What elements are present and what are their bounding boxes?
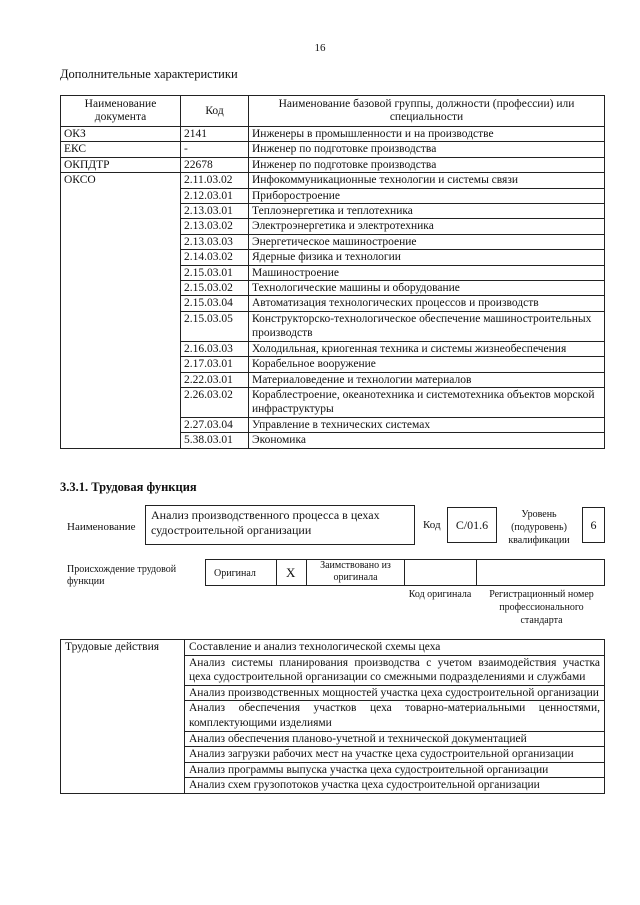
cell-name: Ядерные физика и технологии	[249, 250, 605, 265]
cell-code: 2.26.03.02	[181, 387, 249, 417]
cell-code: 22678	[181, 157, 249, 172]
origin-label: Происхождение трудовой функции	[67, 564, 177, 587]
cell-name: Холодильная, криогенная техника и системы жизнеобеспечения	[249, 341, 605, 356]
cell-name: Теплоэнергетика и теплотехника	[249, 204, 605, 219]
cell-code: 2.14.03.02	[181, 250, 249, 265]
cell-name: Машиностроение	[249, 265, 605, 280]
origin-divider-4	[476, 559, 477, 586]
cell-name: Инфокоммуникационные технологии и системы связи	[249, 173, 605, 188]
header-code: Код	[181, 96, 249, 127]
cell-doc: ЕКС	[61, 142, 181, 157]
cell-name: Электроэнергетика и электротехника	[249, 219, 605, 234]
extra-characteristics-table	[60, 95, 605, 449]
labor-action-item: Анализ программы выпуска участка цеха судостроительной организации	[185, 762, 605, 778]
original-mark: X	[286, 565, 296, 580]
cell-code: 2141	[181, 127, 249, 142]
function-name-box	[145, 505, 415, 545]
labor-action-item: Составление и анализ технологической схемы цеха	[185, 640, 605, 656]
cell-name: Материаловедение и технологии материалов	[249, 372, 605, 387]
labor-action-item: Анализ загрузки рабочих мест на участке цеха судостроительной организации	[185, 747, 605, 763]
labor-action-item: Анализ обеспечения участков цеха товарно-материальными ценностями, комплектующими изделиями	[185, 701, 605, 731]
cell-code: 2.15.03.04	[181, 296, 249, 311]
cell-doc: ОКСО	[61, 173, 181, 448]
cell-doc: ОКЗ	[61, 127, 181, 142]
level-value: 6	[590, 517, 597, 532]
labor-action-item: Анализ системы планирования производства с учетом взаимодействия участка цеха судостроительной организации со смежными подразделениями и службами	[185, 655, 605, 685]
borrowed-label: Заимствовано из оригинала	[320, 560, 391, 583]
cell-code: 2.12.03.01	[181, 188, 249, 203]
table-row	[61, 127, 605, 142]
header-name: Наименование базовой группы, должности (профессии) или специальности	[249, 96, 605, 127]
level-value-box	[582, 507, 605, 543]
cell-code: 2.22.03.01	[181, 372, 249, 387]
cell-code: 2.27.03.04	[181, 417, 249, 432]
cell-name: Автоматизация технологических процессов и производств	[249, 296, 605, 311]
labor-actions-body	[61, 640, 605, 794]
cell-code: -	[181, 142, 249, 157]
cell-doc: ОКПДТР	[61, 157, 181, 172]
labor-action-item: Анализ схем грузопотоков участка цеха судостроительной организации	[185, 778, 605, 794]
labor-action-item: Анализ обеспечения планово-учетной и технической документацией	[185, 731, 605, 747]
cell-code: 2.16.03.03	[181, 341, 249, 356]
name-label: Наименование	[67, 521, 136, 533]
cell-code: 2.11.03.02	[181, 173, 249, 188]
code-value-box	[447, 507, 497, 543]
cell-name: Инженер по подготовке производства	[249, 157, 605, 172]
cell-code: 2.15.03.02	[181, 281, 249, 296]
cell-code: 2.13.03.01	[181, 204, 249, 219]
function-name-value: Анализ производственного процесса в цехах судостроительной организации	[151, 508, 380, 537]
header-doc: Наименование документа	[61, 96, 181, 127]
cell-name: Кораблестроение, океанотехника и системотехника объектов морской инфраструктуры	[249, 387, 605, 417]
cell-code: 5.38.03.01	[181, 433, 249, 448]
level-label: Уровень (подуровень) квалификации	[508, 509, 570, 546]
table-body	[61, 127, 605, 449]
labor-action-row	[61, 640, 605, 656]
cell-name: Инженер по подготовке производства	[249, 142, 605, 157]
code-label: Код	[423, 519, 441, 531]
origin-box	[205, 559, 605, 586]
labor-action-item: Анализ производственных мощностей участка цеха судостроительной организации	[185, 685, 605, 701]
cell-code: 2.13.03.03	[181, 234, 249, 249]
cell-name: Конструкторско-технологическое обеспечение машиностроительных производств	[249, 311, 605, 341]
origin-divider-1	[276, 559, 277, 586]
cell-name: Экономика	[249, 433, 605, 448]
table-row	[61, 157, 605, 172]
cell-name: Энергетическое машиностроение	[249, 234, 605, 249]
code-value: С/01.6	[455, 517, 489, 532]
table-header-row	[61, 96, 605, 127]
cell-code: 2.17.03.01	[181, 357, 249, 372]
cell-name: Приборостроение	[249, 188, 605, 203]
cell-code: 2.15.03.05	[181, 311, 249, 341]
table-row	[61, 142, 605, 157]
cell-code: 2.15.03.01	[181, 265, 249, 280]
labor-actions-table	[60, 639, 605, 794]
code-original-label: Код оригинала	[408, 589, 472, 600]
table-row	[61, 173, 605, 188]
origin-divider-3	[404, 559, 405, 586]
cell-name: Управление в технических системах	[249, 417, 605, 432]
original-label: Оригинал	[214, 568, 256, 579]
reg-number-label: Регистрационный номер профессионального стандарта	[489, 589, 594, 626]
cell-name: Корабельное вооружение	[249, 357, 605, 372]
labor-function-title: 3.3.1. Трудовая функция	[60, 480, 197, 494]
origin-divider-2	[306, 559, 307, 586]
extra-characteristics-title: Дополнительные характеристики	[60, 67, 238, 81]
page-number: 16	[314, 42, 326, 54]
cell-code: 2.13.03.02	[181, 219, 249, 234]
cell-name: Технологические машины и оборудование	[249, 281, 605, 296]
cell-name: Инженеры в промышленности и на производстве	[249, 127, 605, 142]
labor-actions-label: Трудовые действия	[61, 640, 185, 794]
